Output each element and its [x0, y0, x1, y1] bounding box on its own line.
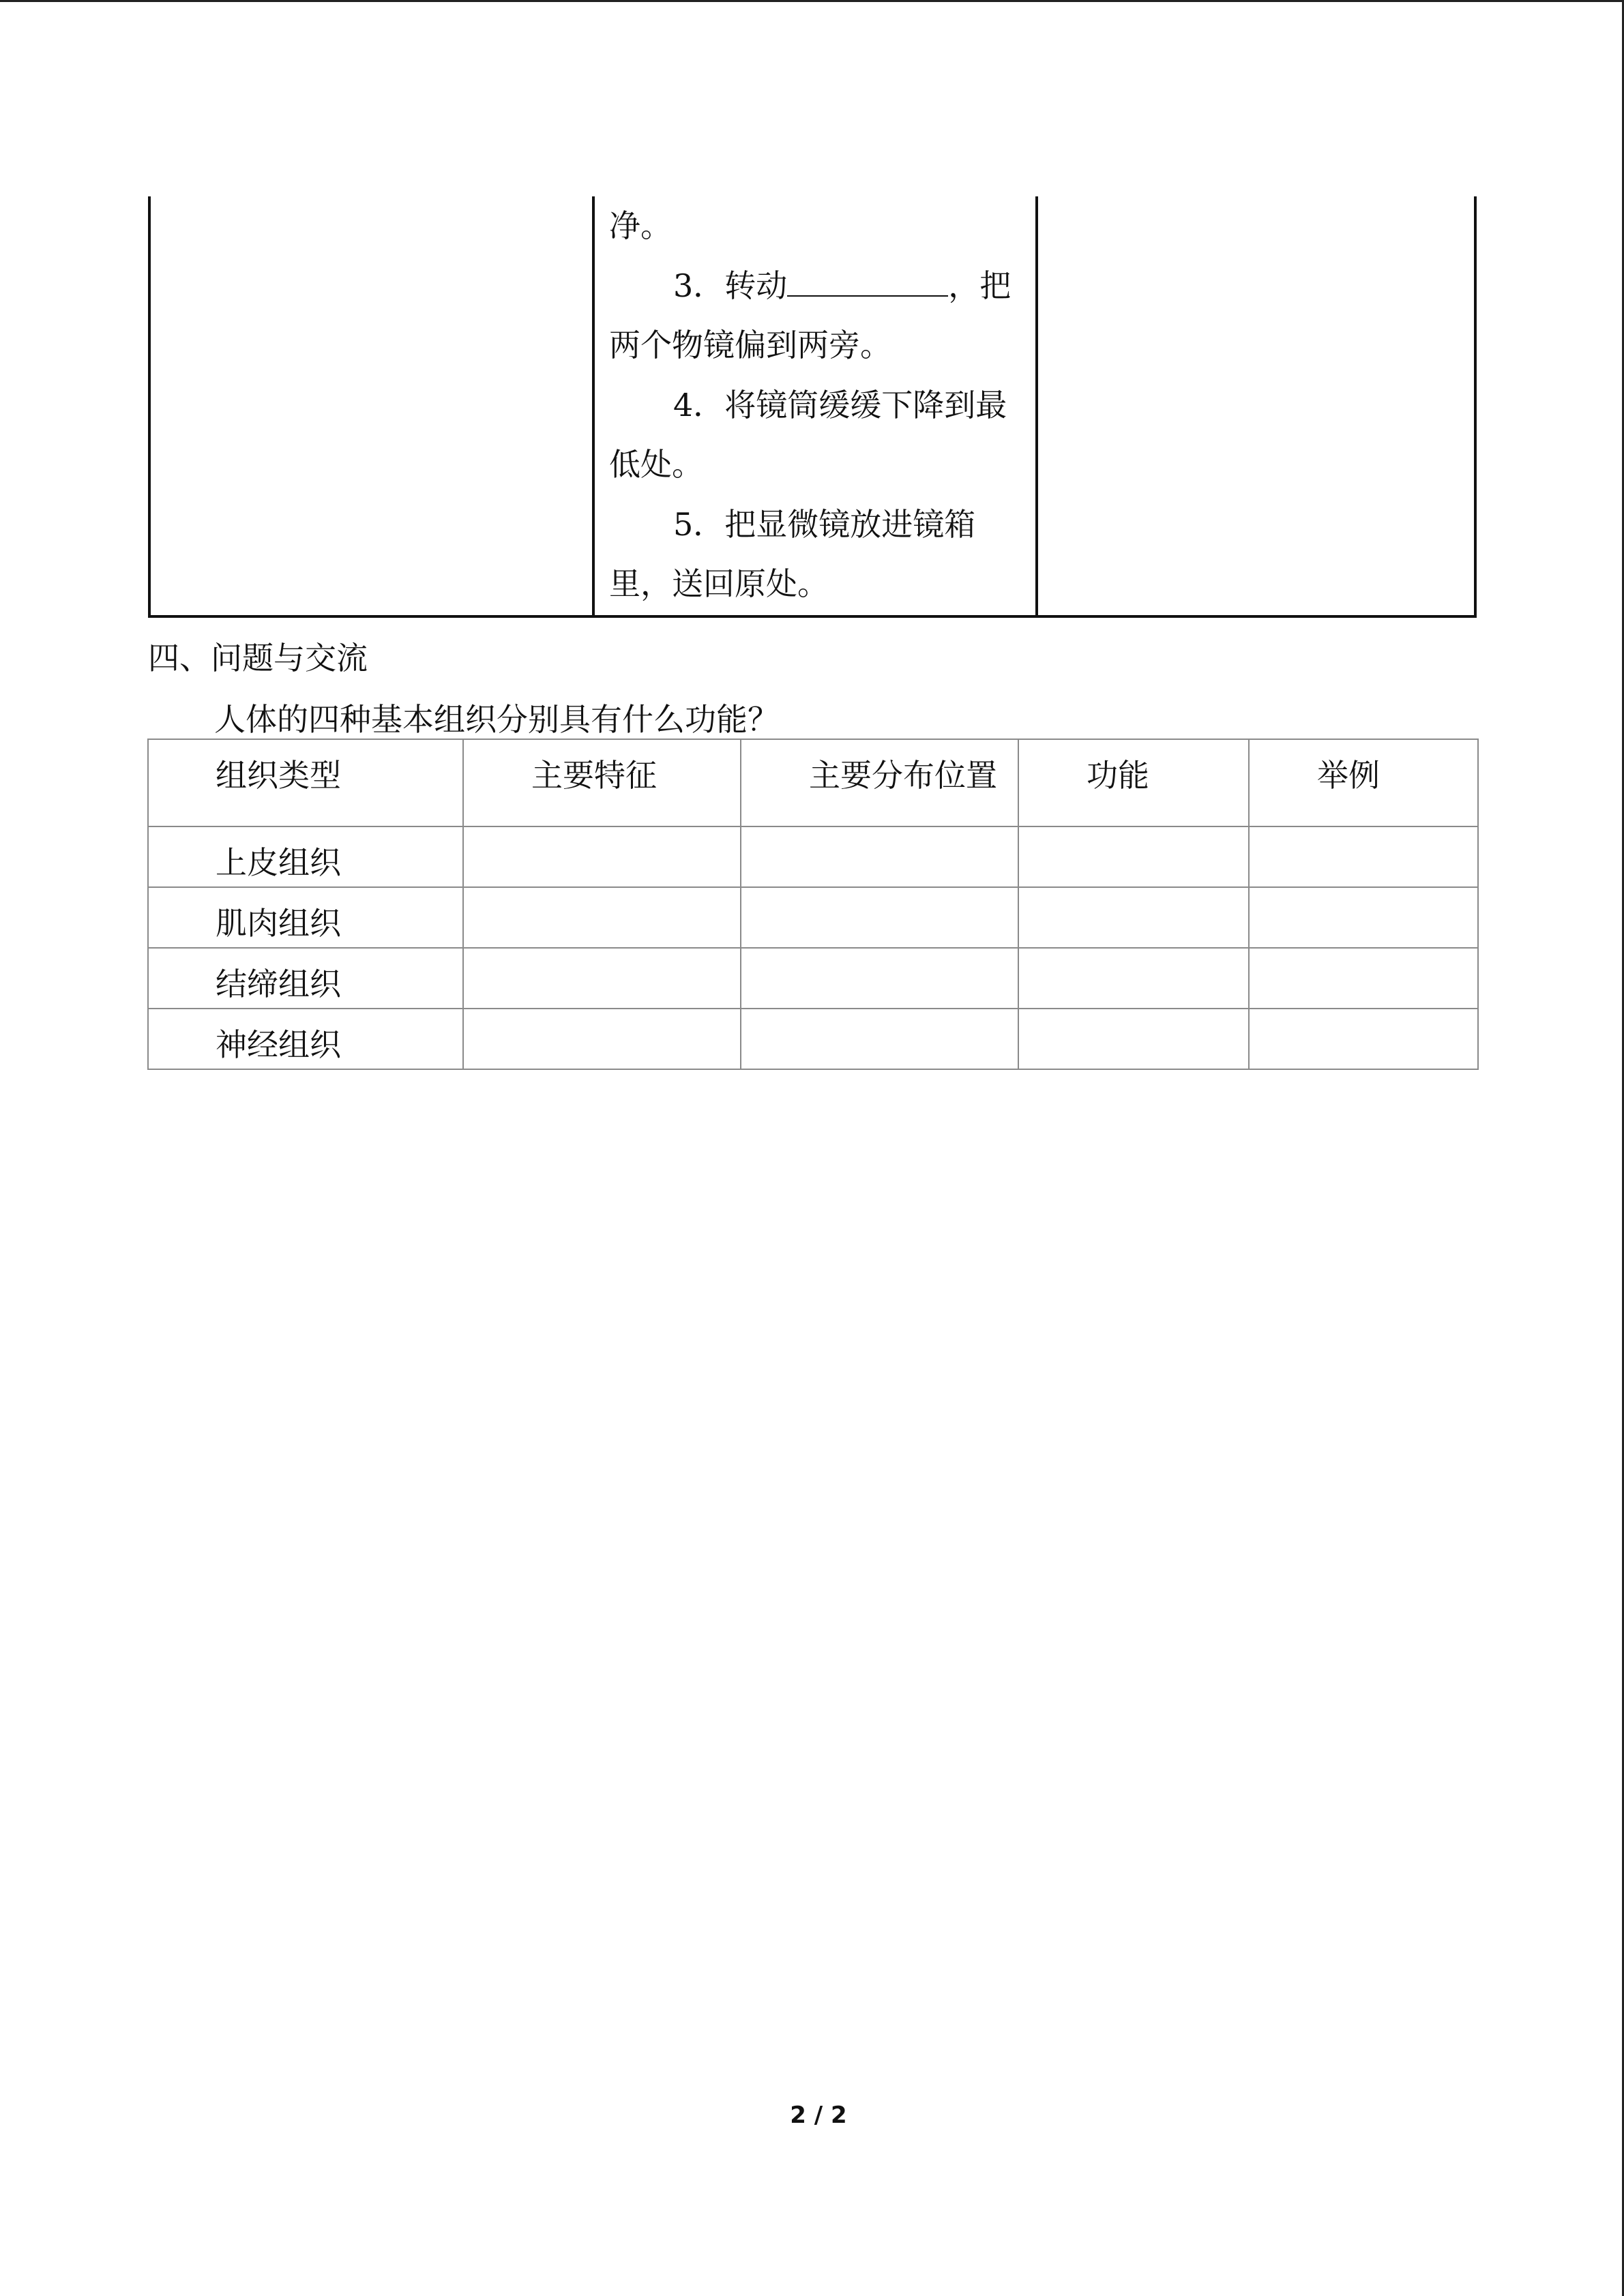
empty-cell [1249, 1009, 1478, 1069]
tissue-name: 神经组织 [216, 1026, 341, 1063]
tissue-name-cell [148, 948, 463, 1009]
header-cell [1249, 739, 1478, 826]
header-function: 功能 [1087, 757, 1149, 794]
section-heading: 四、问题与交流 [148, 640, 368, 676]
tissue-name-cell [148, 826, 463, 887]
header-cell [741, 739, 1018, 826]
continued-table-divider-1 [592, 196, 595, 615]
empty-cell [1249, 887, 1478, 948]
empty-cell [1018, 948, 1249, 1009]
tissue-table [147, 739, 1479, 1070]
empty-cell [1018, 887, 1249, 948]
header-main-features: 主要特征 [531, 757, 657, 794]
page-border-top [0, 0, 1624, 2]
empty-cell [741, 1009, 1018, 1069]
tissue-name-cell [148, 1009, 463, 1069]
header-distribution: 主要分布位置 [809, 757, 997, 794]
step-line [609, 256, 1033, 316]
step-line: 5．把显微镜放进镜箱 [673, 505, 976, 543]
step-line: 两个物镜偏到两旁。 [609, 327, 891, 363]
empty-cell [741, 948, 1018, 1009]
tissue-name: 上皮组织 [216, 844, 341, 881]
table-row [148, 1009, 1478, 1069]
continued-table [148, 196, 1477, 618]
step-3-text: 3．转动 [673, 267, 788, 304]
fill-in-blank [787, 268, 948, 297]
empty-cell [741, 826, 1018, 887]
step-line: 净。 [609, 207, 672, 244]
empty-cell [463, 887, 741, 948]
empty-cell [1249, 948, 1478, 1009]
step-line: 里，送回原处。 [609, 565, 829, 602]
continued-table-divider-2 [1035, 196, 1038, 615]
table-header-row [148, 739, 1478, 826]
header-cell [463, 739, 741, 826]
empty-cell [741, 887, 1018, 948]
question-text: 人体的四种基本组织分别具有什么功能？ [214, 701, 779, 738]
empty-cell [463, 826, 741, 887]
step-3-tail: ，把 [948, 267, 1012, 304]
empty-cell [1018, 1009, 1249, 1069]
header-tissue-type: 组织类型 [216, 757, 341, 794]
header-example: 举例 [1317, 757, 1380, 794]
table-row [148, 948, 1478, 1009]
tissue-name: 结缔组织 [216, 966, 341, 1002]
page-number: 2 / 2 [790, 2102, 847, 2129]
continued-table-steps [609, 196, 1033, 614]
table-row [148, 826, 1478, 887]
header-cell [1018, 739, 1249, 826]
tissue-name: 肌肉组织 [216, 905, 341, 942]
header-cell [148, 739, 463, 826]
empty-cell [1018, 826, 1249, 887]
step-line: 低处。 [609, 446, 703, 483]
empty-cell [463, 1009, 741, 1069]
step-line: 4．将镜筒缓缓下降到最 [673, 386, 1007, 423]
empty-cell [463, 948, 741, 1009]
tissue-name-cell [148, 887, 463, 948]
empty-cell [1249, 826, 1478, 887]
table-row [148, 887, 1478, 948]
